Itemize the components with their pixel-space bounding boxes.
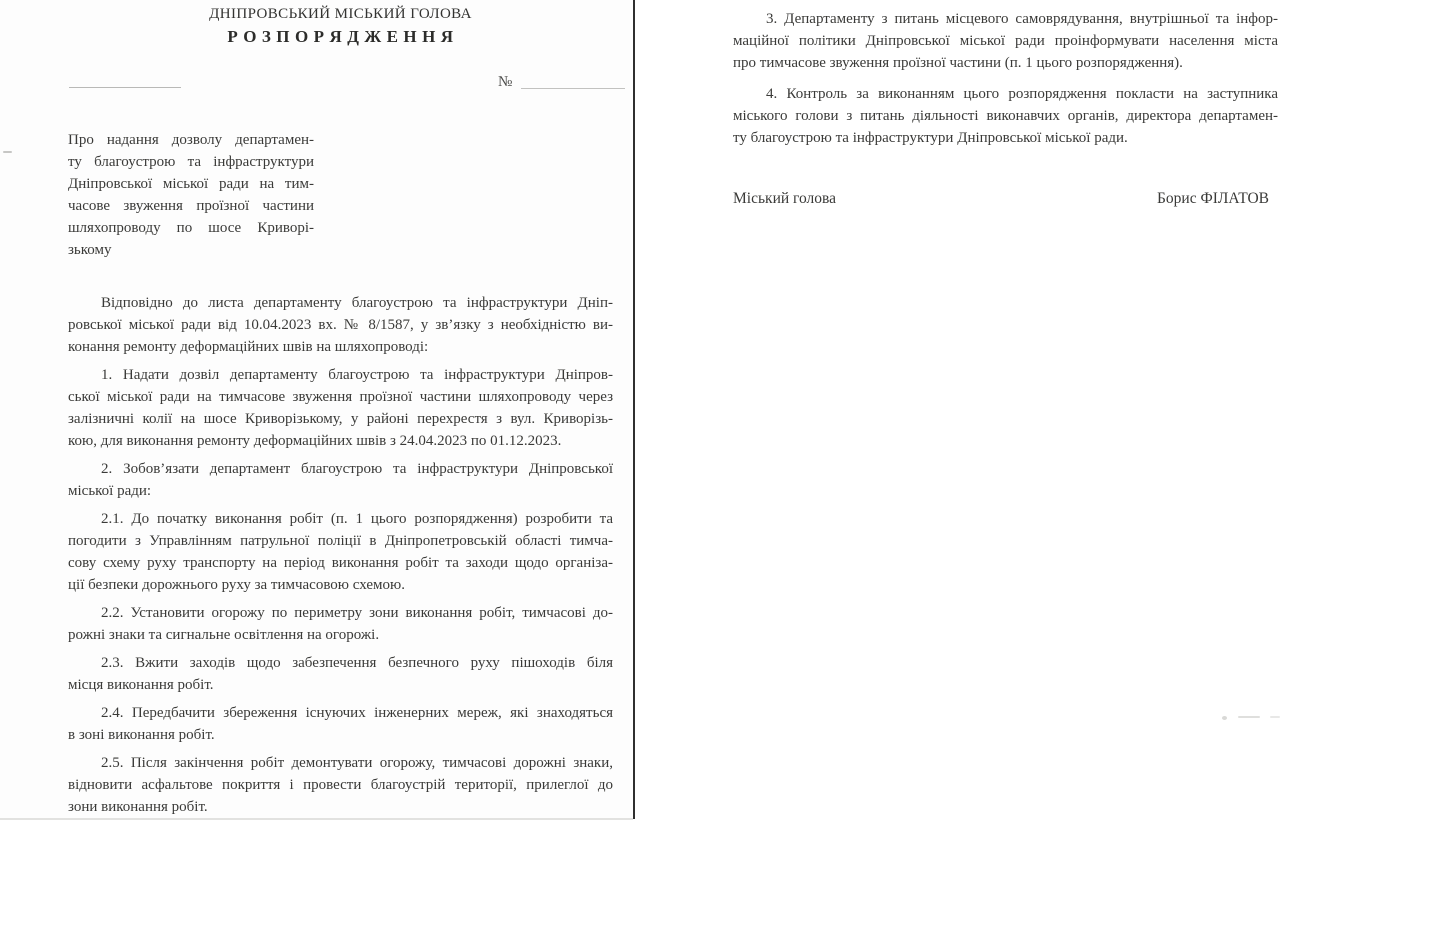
- page-divider-line: [633, 0, 635, 819]
- text-line: 2.5. Після закінчення робіт демонтувати огорожу, тимчасові дорожні знаки,: [101, 755, 613, 771]
- scan-artifact: [1222, 716, 1227, 720]
- paragraph: [733, 83, 1278, 149]
- text-line: ровської міської ради від 10.04.2023 вх. № 8/1587, у зв’язку з необхідністю ви-: [68, 317, 613, 333]
- text-line: часове звуження проїзної частини: [68, 198, 314, 214]
- text-line: 2.4. Передбачити збереження існуючих інженерних мереж, які знаходяться: [101, 705, 613, 721]
- signer-title: Міський голова: [733, 190, 837, 207]
- text-line: сову схему руху транспорту на період виконання робіт та заходи щодо організа-: [68, 555, 613, 571]
- text-line: Про надання дозволу департамен-: [68, 132, 314, 148]
- text-line: 2.2. Установити огорожу по периметру зони виконання робіт, тимчасові до-: [101, 605, 613, 621]
- text-line: 4. Контроль за виконанням цього розпорядження покласти на заступника: [766, 86, 1278, 102]
- date-blank-rule: [69, 87, 181, 88]
- scan-artifact: [1270, 716, 1280, 718]
- paragraph: [68, 364, 613, 452]
- doc-type-title: Р О З П О Р Я Д Ж Е Н Н Я: [227, 27, 454, 46]
- signature-row: [733, 188, 1269, 210]
- page-right: [636, 0, 1441, 818]
- text-line: зькому: [68, 242, 112, 258]
- number-label: №: [498, 74, 513, 90]
- paragraph: [68, 129, 314, 261]
- text-line: ської міської ради на тимчасове звуження проїзної частини шляхопроводу через: [68, 389, 613, 405]
- paragraph: [68, 458, 613, 502]
- scan-artifact: [3, 151, 12, 153]
- signer-name: Борис ФІЛАТОВ: [1157, 190, 1269, 207]
- paragraph: [68, 702, 613, 746]
- number-blank-rule: [521, 88, 625, 89]
- text-line: ту благоустрою та інфраструктури Дніпровської міської ради.: [733, 130, 1128, 146]
- text-line: 2.1. До початку виконання робіт (п. 1 цього розпорядження) розробити та: [101, 511, 613, 527]
- paragraph: [68, 292, 613, 358]
- text-line: залізничні колії на шосе Криворізькому, у районі перехрестя з вул. Криворізь-: [68, 411, 613, 427]
- left-body-text: [68, 292, 613, 824]
- page-left: [0, 0, 633, 820]
- text-line: ту благоустрою та інфраструктури: [68, 154, 314, 170]
- text-line: Дніпровської міської ради на тим-: [68, 176, 314, 192]
- paragraph: [68, 602, 613, 646]
- text-line: маційної політики Дніпровської міської ради проінформувати населення міста: [733, 33, 1278, 49]
- paragraph: [733, 8, 1278, 74]
- scan-artifact: [1238, 716, 1260, 718]
- text-line: 2. Зобов’язати департамент благоустрою та інфраструктури Дніпровської: [101, 461, 613, 477]
- text-line: 3. Департаменту з питань місцевого самоврядування, внутрішньої та інфор-: [766, 11, 1278, 27]
- subject-block: [68, 129, 314, 267]
- text-line: 2.3. Вжити заходів щодо забезпечення безпечного руху пішоходів біля: [101, 655, 613, 671]
- text-line: ції безпеки дорожнього руху за тимчасовою схемою.: [68, 577, 405, 593]
- text-line: Відповідно до листа департаменту благоустрою та інфраструктури Дніп-: [101, 295, 613, 311]
- text-line: 1. Надати дозвіл департаменту благоустрою та інфраструктури Дніпров-: [101, 367, 613, 383]
- paragraph: [68, 508, 613, 596]
- text-line: про тимчасове звуження проїзної частини (п. 1 цього розпорядження).: [733, 55, 1183, 71]
- org-title: ДНІПРОВСЬКИЙ МІСЬКИЙ ГОЛОВА: [209, 6, 472, 22]
- paragraph: [68, 652, 613, 696]
- text-line: в зоні виконання робіт.: [68, 727, 215, 743]
- right-body-text: [733, 8, 1278, 158]
- text-line: кою, для виконання ремонту деформаційних швів з 24.04.2023 по 01.12.2023.: [68, 433, 562, 449]
- text-line: погодити з Управлінням патрульної поліції в Дніпропетровській області тимча-: [68, 533, 613, 549]
- text-line: шляхопроводу по шосе Криворі-: [68, 220, 314, 236]
- text-line: міської ради:: [68, 483, 152, 499]
- text-line: рожні знаки та сигнальне освітлення на огорожі.: [68, 627, 380, 643]
- text-line: зони виконання робіт.: [68, 799, 208, 815]
- text-line: міського голови з питань діяльності виконавчих органів, директора департамен-: [733, 108, 1278, 124]
- paragraph: [68, 752, 613, 818]
- text-line: конання ремонту деформаційних швів на шляхопроводі:: [68, 339, 429, 355]
- text-line: місця виконання робіт.: [68, 677, 214, 693]
- text-line: відновити асфальтове покриття і провести благоустрій території, прилеглої до: [68, 777, 613, 793]
